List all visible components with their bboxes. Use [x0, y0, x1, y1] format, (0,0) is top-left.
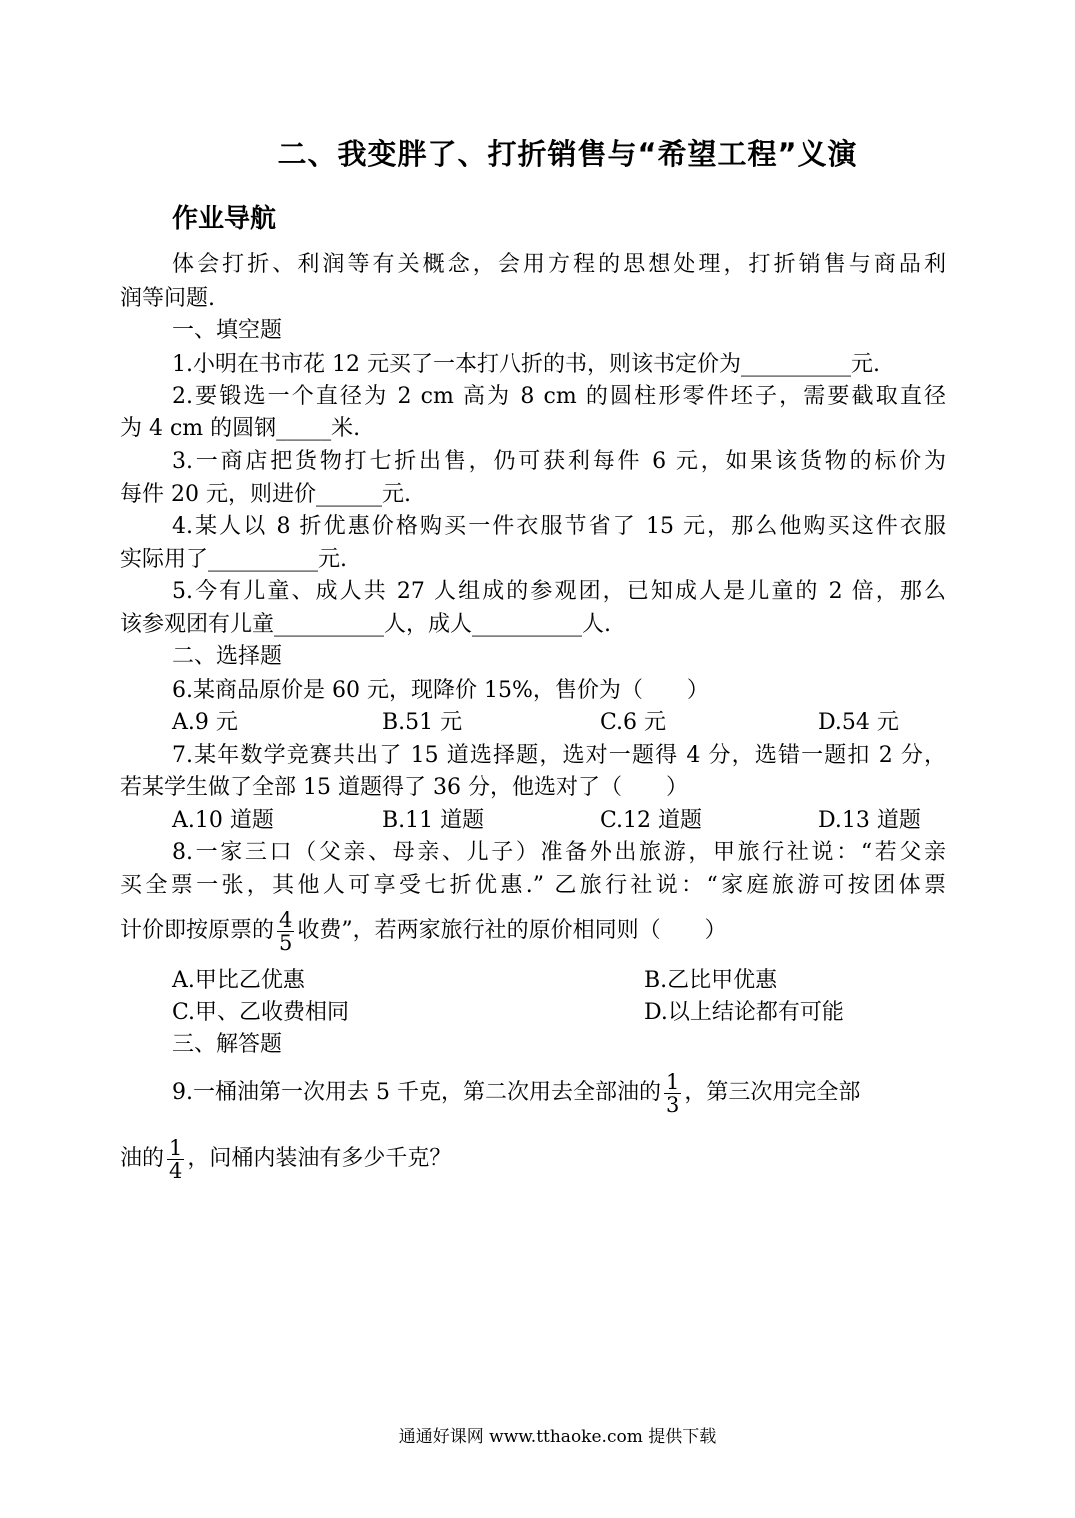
question-3-line-1: 3.一商店把货物打七折出售，仍可获利每件 6 元，如果该货物的标价为 — [172, 449, 946, 474]
q8-option-a: A.甲比乙优惠 — [172, 968, 305, 993]
q7-option-d: D.13 道题 — [818, 808, 921, 833]
section-fill-blank: 一、填空题 — [172, 318, 283, 343]
q6-option-c: C.6 元 — [600, 710, 667, 735]
q9-line-2-post: ，问桶内装油有多少千克？ — [187, 1146, 452, 1171]
q6-option-b: B.51 元 — [382, 710, 463, 735]
question-2-line-1: 2.要锻选一个直径为 2 cm 高为 8 cm 的圆柱形零件坯子，需要截取直径 — [172, 384, 946, 409]
q9-fraction-2 — [167, 1137, 184, 1182]
q6-option-d: D.54 元 — [818, 710, 899, 735]
question-5-line-1: 5.今有儿童、成人共 27 人组成的参观团，已知成人是儿童的 2 倍，那么 — [172, 579, 946, 604]
q8-option-c: C.甲、乙收费相同 — [172, 1000, 350, 1025]
question-4-line-2: 实际用了__________元. — [120, 547, 347, 572]
q7-option-b: B.11 道题 — [382, 808, 485, 833]
question-9-line-1 — [172, 1068, 946, 1118]
q8-frac-numerator: 4 — [279, 907, 293, 932]
intro-line-1: 体会打折、利润等有关概念，会用方程的思想处理，打折销售与商品利 — [172, 252, 946, 277]
q8-line-3-post: 收费”，若两家旅行社的原价相同则（ ） — [297, 918, 727, 943]
q9-frac1-denominator: 3 — [665, 1092, 680, 1117]
q9-frac2-denominator: 4 — [169, 1158, 183, 1183]
q8-fraction — [277, 909, 294, 954]
intro-line-2: 润等问题. — [120, 286, 215, 311]
question-7-line-2: 若某学生做了全部 15 道题得了 36 分，他选对了（ ） — [120, 775, 688, 800]
q8-option-b: B.乙比甲优惠 — [644, 968, 778, 993]
q9-line-1-pre: 9.一桶油第一次用去 5 千克，第二次用去全部油的 — [172, 1080, 661, 1105]
q9-fraction-1 — [664, 1071, 681, 1116]
page-title: 二、我变胖了、打折销售与“希望工程”义演 — [277, 137, 858, 171]
q9-line-2-pre: 油的 — [120, 1146, 165, 1171]
q9-frac1-numerator: 1 — [665, 1069, 680, 1094]
q9-frac2-numerator: 1 — [169, 1135, 183, 1160]
question-8-line-3 — [120, 906, 727, 956]
question-4-line-1: 4.某人以 8 折优惠价格购买一件衣服节省了 15 元，那么他购买这件衣服 — [172, 514, 946, 539]
question-2-line-2: 为 4 cm 的圆钢_____米. — [120, 416, 361, 441]
question-7-line-1: 7.某年数学竞赛共出了 15 道选择题，选对一题得 4 分，选错一题扣 2 分， — [172, 743, 946, 768]
q9-line-1-post: ，第三次用完全部 — [684, 1080, 861, 1105]
nav-heading: 作业导航 — [172, 204, 277, 234]
question-5-line-2: 该参观团有儿童__________人，成人__________人. — [120, 612, 611, 637]
q8-frac-denominator: 5 — [279, 930, 293, 955]
question-8-line-2: 买全票一张，其他人可享受七折优惠.” 乙旅行社说：“家庭旅游可按团体票 — [120, 873, 946, 898]
page-footer: 通通好课网 www.tthaoke.com 提供下载 — [398, 1427, 717, 1447]
section-multiple-choice: 二、选择题 — [172, 644, 283, 669]
q8-line-3-pre: 计价即按原票的 — [120, 918, 275, 943]
question-8-line-1: 8.一家三口（父亲、母亲、儿子）准备外出旅游，甲旅行社说：“若父亲 — [172, 840, 946, 865]
question-6: 6.某商品原价是 60 元，现降价 15%，售价为（ ） — [172, 678, 709, 703]
question-3-line-2: 每件 20 元，则进价______元. — [120, 482, 411, 507]
question-1: 1.小明在书市花 12 元买了一本打八折的书，则该书定价为__________元. — [172, 352, 880, 377]
q7-option-a: A.10 道题 — [172, 808, 274, 833]
section-answer: 三、解答题 — [172, 1032, 283, 1057]
q6-option-a: A.9 元 — [172, 710, 238, 735]
q7-option-c: C.12 道题 — [600, 808, 703, 833]
q8-option-d: D.以上结论都有可能 — [644, 1000, 844, 1025]
question-9-line-2 — [120, 1134, 451, 1184]
